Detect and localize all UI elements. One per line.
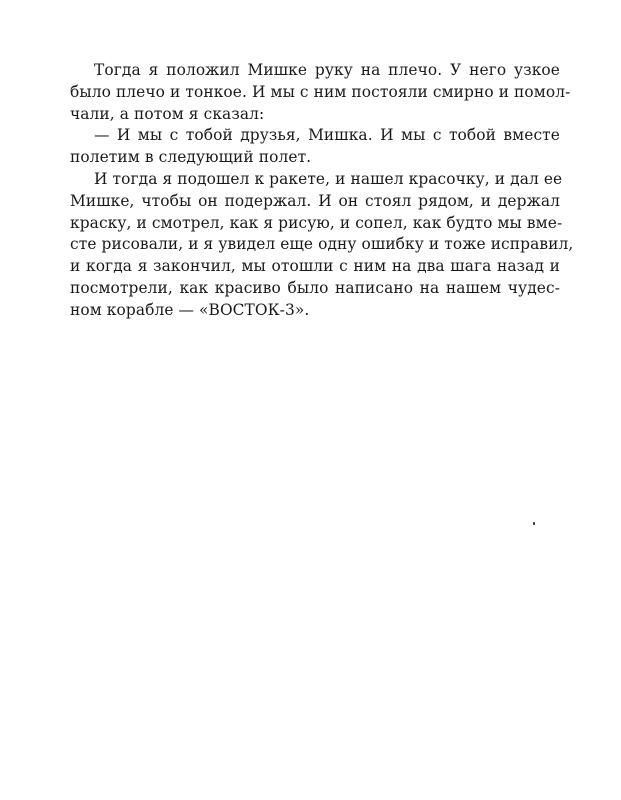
text-line: Тогда я положил Мишке руку на плечо. У него узкое [94,61,560,79]
text-line: И тогда я подошел к ракете, и нашел красочку, и дал ее [94,169,563,188]
text-line: чали, а потом я сказал: [70,104,265,123]
text-line: полетим в следующий полет. [70,148,312,167]
text-line: было плечо и тонкое. И мы с ним постояли смирно и помол- [70,82,571,101]
text-line: — И мы с тобой друзья, Мишка. И мы с тобой вместе [94,126,560,145]
text-line: ном корабле — «ВОСТОК-3». [70,300,310,319]
text-line: и когда я закончил, мы отошли с ним на два шага назад и [70,257,560,276]
body-text [70,60,574,322]
scan-speck [533,522,535,525]
text-line: посмотрели, как красиво было написано на нашем чудес- [70,278,560,297]
text-line: краску, и смотрел, как я рисую, и сопел, как будто мы вме- [70,213,563,232]
text-line: Мишке, чтобы он подержал. И он стоял рядом, и держал [70,191,560,210]
text-line: сте рисовали, и я увидел еще одну ошибку и тоже исправил, [70,235,574,254]
